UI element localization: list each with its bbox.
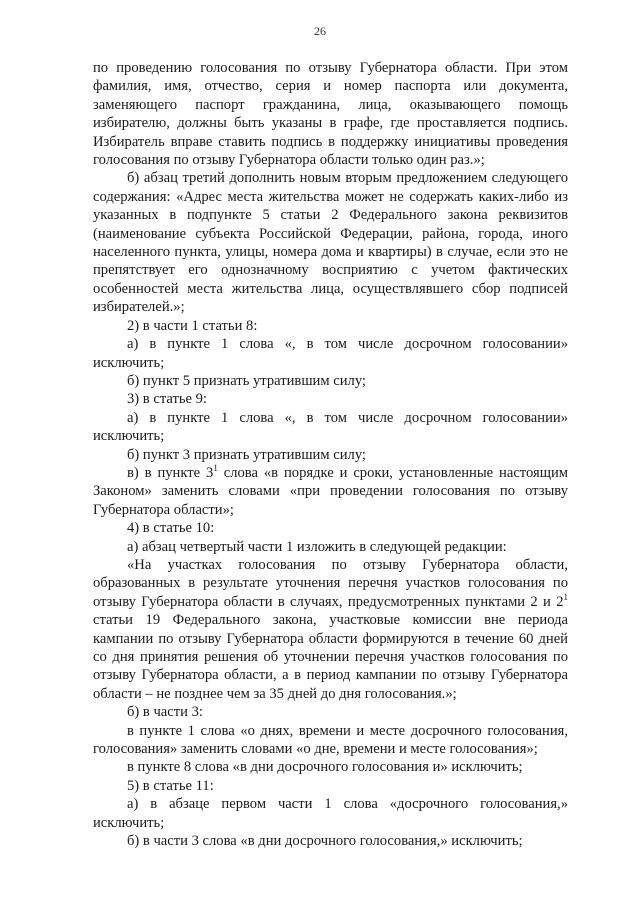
paragraph: а) в абзаце первом части 1 слова «досрочного голосования,» исключить; — [93, 796, 568, 831]
paragraph-text: «На участках голосования по отзыву Губернатора области, образованных в результате уточнения перечня участков голосования по отзыву Губернатора области в случаях, предусмотренных пунктами 2 и 2 — [93, 556, 568, 610]
superscript: 1 — [213, 463, 218, 474]
paragraph: 4) в статье 10: — [127, 520, 215, 537]
paragraph-text: статьи 19 Федерального закона, участковые комиссии вне периода кампании по отзыву Губернатора области формируются в течение 60 дней со дня принятия решения об уточнении перечня участков голосования по отзыву Губернатора области, а в период кампании по отзыву Губернатора области – не позднее чем за 35 дней до дня голосования.»; — [93, 612, 568, 702]
paragraph: а) в пункте 1 слова «, в том числе досрочном голосовании» исключить; — [93, 409, 568, 445]
page-number: 26 — [314, 24, 326, 38]
paragraph-text: в) в пункте 3 — [127, 464, 214, 481]
paragraph: 5) в статье 11: — [127, 777, 214, 794]
paragraph — [93, 556, 568, 703]
paragraph: 3) в статье 9: — [127, 391, 207, 408]
paragraph: в пункте 8 слова «в дни досрочного голосования и» исключить; — [127, 759, 523, 776]
paragraph: б) пункт 5 признать утратившим силу; — [127, 372, 366, 389]
paragraph-text: слова «в порядке и сроки, установленные настоящим Законом» заменить словами «при проведении голосования по отзыву Губернатора области»; — [93, 464, 568, 518]
paragraph: б) в части 3 слова «в дни досрочного голосования,» исключить; — [127, 833, 523, 850]
paragraph: 2) в части 1 статьи 8: — [127, 317, 258, 334]
paragraph: по проведению голосования по отзыву Губернатора области. При этом фамилия, имя, отчество, серия и номер паспорта или документа, заменяющего паспорт гражданина, лица, оказывающего помощь избирателю, должны быть указаны в графе, где проставляется подпись. Избиратель вправе ставить подпись в поддержку инициативы проведения голосования по отзыву Губернатора области только один раз.»; — [93, 60, 568, 169]
paragraph: а) абзац четвертый части 1 изложить в следующей редакции: — [127, 538, 507, 555]
paragraph: б) абзац третий дополнить новым вторым предложением следующего содержания: «Адрес места жительства может не содержать каких-либо из указанных в подпункте 5 статьи 2 Федерального закона реквизитов (наименование субъекта Российской Федерации, района, города, иного населенного пункта, улицы, номера дома и квартиры) в случае, если это не препятствует его однозначному восприятию с учетом фактических особенностей места жительства лица, осуществлявшего сбор подписей избирателей.»; — [93, 170, 568, 316]
paragraph: б) в части 3: — [127, 704, 203, 721]
paragraph: в пункте 1 слова «о днях, времени и месте досрочного голосования, голосования» заменить словами «о дне, времени и месте голосования»; — [93, 722, 568, 758]
paragraph — [93, 464, 568, 519]
superscript: 1 — [563, 591, 568, 602]
paragraph: б) пункт 3 признать утратившим силу; — [127, 446, 366, 463]
document-body — [93, 59, 568, 850]
paragraph: а) в пункте 1 слова «, в том числе досрочном голосовании» исключить; — [93, 336, 568, 371]
